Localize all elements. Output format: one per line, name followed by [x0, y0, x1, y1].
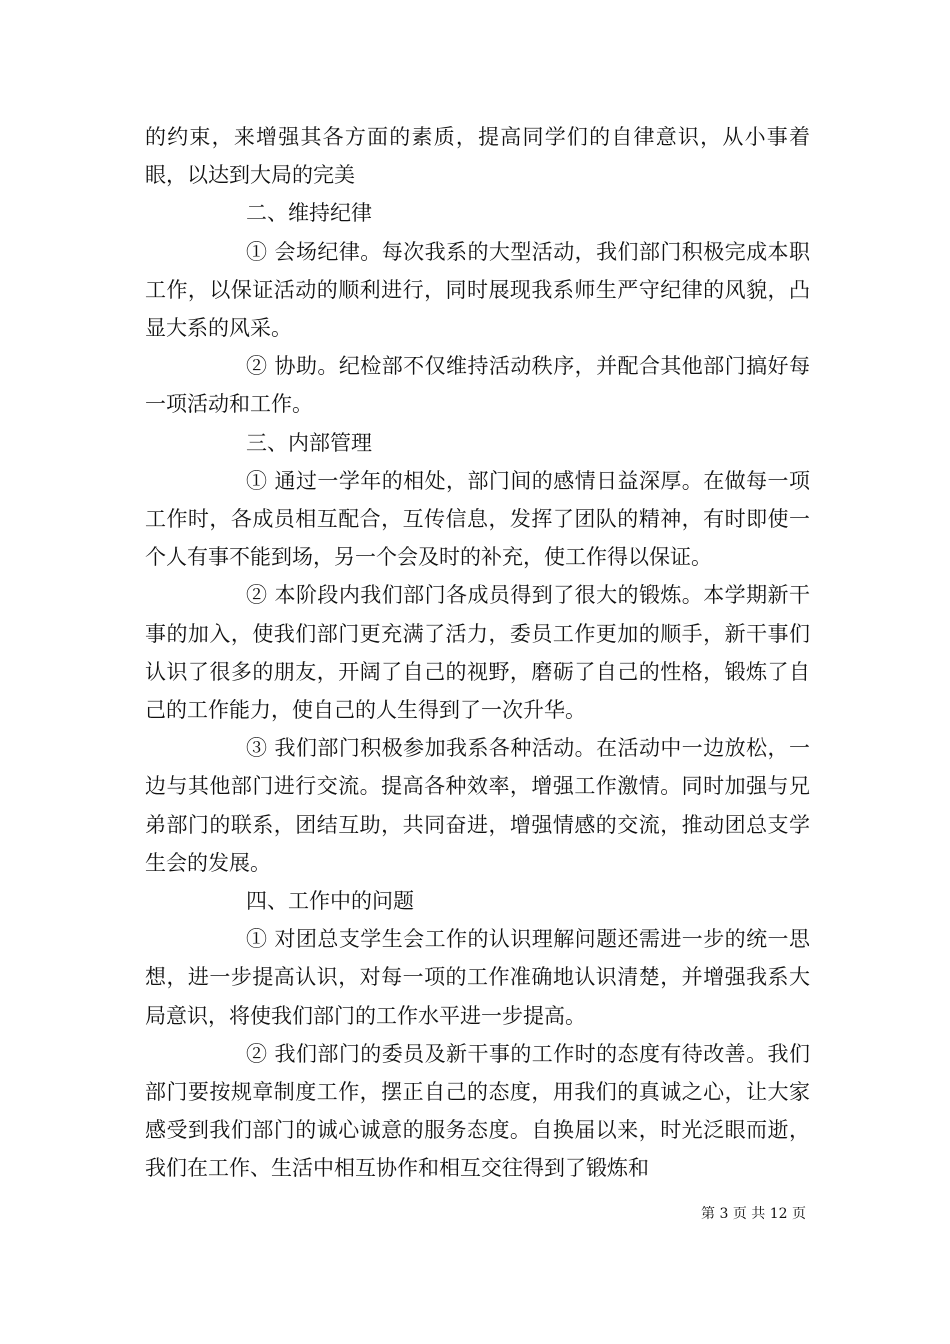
document-body: [145, 118, 810, 1188]
section-heading-3: 三、内部管理: [246, 430, 372, 455]
section-heading-4: 四、工作中的问题: [246, 889, 414, 914]
paragraph-3: ① 会场纪律。每次我系的大型活动，我们部门积极完成本职工作，以保证活动的顺利进行，同时展现我系师生严守纪律的风貌，凸显大系的风采。: [145, 239, 810, 341]
paragraph-7: ② 本阶段内我们部门各成员得到了很大的锻炼。本学期新干事的加入，使我们部门更充满了活力，委员工作更加的顺手，新干事们认识了很多的朋友，开阔了自己的视野，磨砺了自己的性格，锻炼了自己的工作能力，使自己的人生得到了一次升华。: [145, 583, 810, 723]
paragraph-11: ② 我们部门的委员及新干事的工作时的态度有待改善。我们部门要按规章制度工作，摆正自己的态度，用我们的真诚之心，让大家感受到我们部门的诚心诚意的服务态度。自换届以来，时光泛眼而逝，我们在工作、生活中相互协作和相互交往得到了锻炼和: [145, 1041, 810, 1181]
paragraph-8: ③ 我们部门积极参加我系各种活动。在活动中一边放松，一边与其他部门进行交流。提高各种效率，增强工作激情。同时加强与兄弟部门的联系，团结互助，共同奋进，增强情感的交流，推动团总支学生会的发展。: [145, 736, 810, 875]
paragraph-10: ① 对团总支学生会工作的认识理解问题还需进一步的统一思想，进一步提高认识，对每一项的工作准确地认识清楚，并增强我系大局意识，将使我们部门的工作水平进一步提高。: [145, 927, 810, 1028]
section-heading-2: 二、维持纪律: [246, 201, 372, 226]
paragraph-1: 的约束，来增强其各方面的素质，提高同学们的自律意识，从小事着眼，以达到大局的完美: [145, 125, 810, 188]
page-number-footer: 第 3 页 共 12 页: [701, 1206, 806, 1222]
paragraph-6: ① 通过一学年的相处，部门间的感情日益深厚。在做每一项工作时，各成员相互配合，互传信息，发挥了团队的精神，有时即使一个人有事不能到场，另一个会及时的补充，使工作得以保证。: [145, 468, 810, 570]
paragraph-4: ② 协助。纪检部不仅维持活动秩序，并配合其他部门搞好每一项活动和工作。: [145, 354, 810, 417]
